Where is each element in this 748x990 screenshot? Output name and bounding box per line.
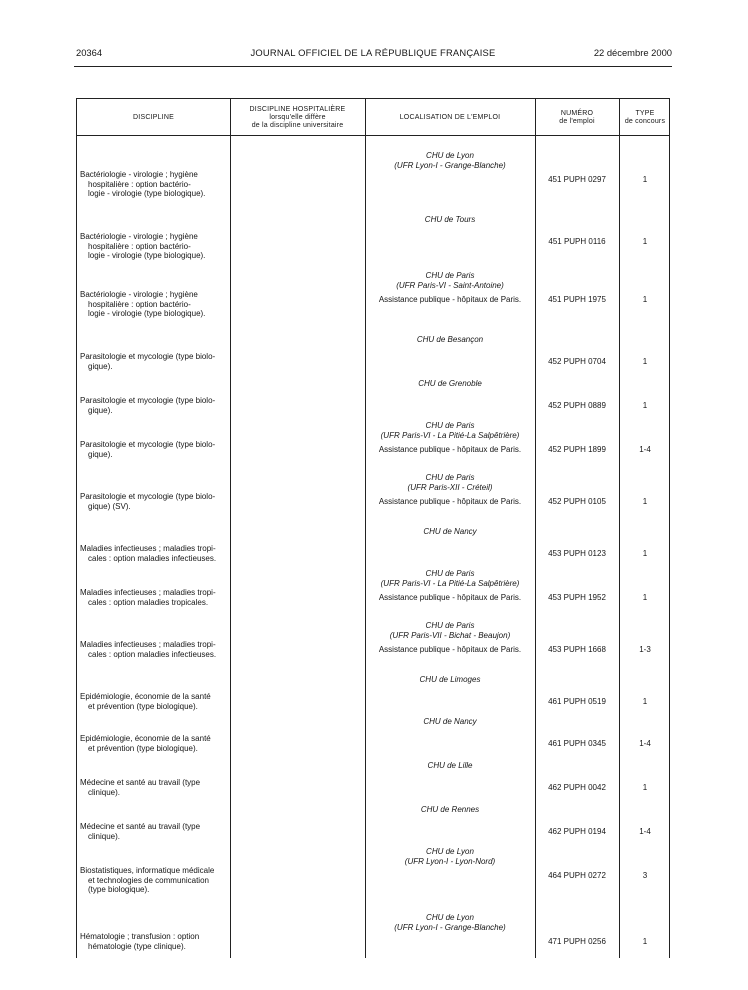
header-line: LOCALISATION DE L'EMPLOI [399,113,501,121]
position-number: 461 PUPH 0345 [548,739,606,748]
competition-type: 1 [642,697,648,706]
position-number: 452 PUPH 0704 [548,357,606,366]
discipline-line: (type biologique). [88,885,150,895]
location-cell [365,761,535,771]
discipline-cell [77,822,228,841]
chu-name: CHU de Lyon [426,151,474,160]
discipline-line: gique). [88,449,113,459]
competition-type: 3 [642,871,648,880]
discipline-cell [77,692,228,711]
competition-type: 1 [642,783,648,792]
discipline-cell [77,778,228,797]
journal-title: JOURNAL OFFICIEL DE LA RÉPUBLIQUE FRANÇAISE [250,47,496,58]
location-cell [365,805,535,815]
competition-type: 1 [642,549,648,558]
ufr-name: (UFR Paris-VI - La Pitié-La Salpêtrière) [380,431,520,440]
discipline-line: logie - virologie (type biologique). [88,251,206,261]
competition-type: 1-3 [639,645,651,654]
table-header [77,99,669,136]
competition-type: 1-4 [639,827,651,836]
header-line: DISCIPLINE HOSPITALIÈRE [249,105,346,113]
competition-type: 1-4 [639,739,651,748]
discipline-line: clinique). [88,831,121,841]
chu-name: CHU de Paris [425,421,475,430]
assistance-publique: Assistance publique - hôpitaux de Paris. [378,497,522,506]
col-header-discipline [77,99,230,136]
chu-name: CHU de Rennes [420,805,480,814]
discipline-line: Parasitologie et mycologie (type biolo- [80,396,216,405]
chu-name: CHU de Paris [425,569,475,578]
position-number: 462 PUPH 0042 [548,783,606,792]
discipline-line: hématologie (type clinique). [88,941,186,951]
location-cell [365,675,535,685]
discipline-cell [77,290,228,319]
header-line: NUMÉRO [560,109,594,117]
competition-type: 1-4 [639,445,651,454]
discipline-line: logie - virologie (type biologique). [88,189,206,199]
discipline-cell [77,932,228,951]
header-line: DISCIPLINE [133,113,174,121]
position-number: 464 PUPH 0272 [548,871,606,880]
chu-name: CHU de Lille [427,761,473,770]
discipline-line: Maladies infectieuses ; maladies tropi- [80,544,216,553]
discipline-line: cales : option maladies infectieuses. [88,649,217,659]
ufr-name: (UFR Paris-VI - La Pitié-La Salpêtrière) [380,579,520,588]
header-line: TYPE [635,109,655,117]
discipline-line: Biostatistiques, informatique médicale [80,866,215,875]
location-cell [365,335,535,345]
ufr-name: (UFR Paris-XII - Créteil) [407,483,493,492]
discipline-line: et technologies de communication [88,875,209,885]
position-number: 452 PUPH 0889 [548,401,606,410]
chu-name: CHU de Paris [425,271,475,280]
position-number: 452 PUPH 0105 [548,497,606,506]
discipline-line: Epidémiologie, économie de la santé [80,692,211,701]
competition-type: 1 [642,593,648,602]
location-cell [365,527,535,537]
chu-name: CHU de Lyon [426,847,474,856]
discipline-line: Médecine et santé au travail (type [80,822,201,831]
header-line: lorsqu'elle diffère [269,113,326,121]
assistance-publique: Assistance publique - hôpitaux de Paris. [378,445,522,454]
discipline-line: Parasitologie et mycologie (type biolo- [80,492,216,501]
competition-type: 1 [642,357,648,366]
col-header-location [365,99,535,136]
ufr-name: (UFR Paris-VI - Saint-Antoine) [396,281,504,290]
discipline-line: clinique). [88,787,121,797]
discipline-line: cales : option maladies infectieuses. [88,553,217,563]
location-cell [365,215,535,225]
location-cell [365,913,535,933]
discipline-cell [77,640,228,659]
discipline-line: Hématologie ; transfusion : option [80,932,200,941]
competition-type: 1 [642,497,648,506]
col-header-number [535,99,619,136]
header-line: de l'emploi [559,117,595,125]
location-cell [365,271,535,304]
chu-name: CHU de Besançon [416,335,484,344]
discipline-line: Bactériologie - virologie ; hygiène [80,170,198,179]
discipline-line: et prévention (type biologique). [88,743,198,753]
chu-name: CHU de Tours [424,215,476,224]
location-cell [365,847,535,867]
page-header [74,44,672,64]
discipline-line: gique). [88,361,113,371]
discipline-line: et prévention (type biologique). [88,701,198,711]
column-divider [230,99,231,958]
discipline-cell [77,588,228,607]
position-number: 451 PUPH 1975 [548,295,606,304]
location-cell [365,621,535,654]
ufr-name: (UFR Lyon-I - Grange-Blanche) [394,923,506,932]
competition-type: 1 [642,237,648,246]
location-cell [365,151,535,171]
discipline-line: hospitalière : option bactério- [88,241,191,251]
location-cell [365,473,535,506]
chu-name: CHU de Grenoble [418,379,482,388]
discipline-line: Maladies infectieuses ; maladies tropi- [80,588,216,597]
discipline-line: Parasitologie et mycologie (type biolo- [80,352,216,361]
position-number: 471 PUPH 0256 [548,937,606,946]
discipline-cell [77,170,228,199]
ufr-name: (UFR Paris-VII - Bichat - Beaujon) [389,631,511,640]
location-cell [365,717,535,727]
chu-name: CHU de Lyon [426,913,474,922]
discipline-cell [77,544,228,563]
header-rule [74,66,672,67]
discipline-line: logie - virologie (type biologique). [88,309,206,319]
header-line: de la discipline universitaire [251,121,344,129]
assistance-publique: Assistance publique - hôpitaux de Paris. [378,645,522,654]
discipline-line: gique). [88,405,113,415]
competition-type: 1 [642,401,648,410]
chu-name: CHU de Nancy [423,527,477,536]
location-cell [365,379,535,389]
assistance-publique: Assistance publique - hôpitaux de Paris. [378,295,522,304]
position-number: 462 PUPH 0194 [548,827,606,836]
discipline-line: Maladies infectieuses ; maladies tropi- [80,640,216,649]
discipline-cell [77,734,228,753]
ufr-name: (UFR Lyon-I - Lyon-Nord) [404,857,496,866]
discipline-cell [77,866,228,895]
discipline-line: Bactériologie - virologie ; hygiène [80,232,198,241]
discipline-line: Bactériologie - virologie ; hygiène [80,290,198,299]
ufr-name: (UFR Lyon-I - Grange-Blanche) [394,161,506,170]
publication-date: 22 décembre 2000 [593,47,672,58]
position-number: 453 PUPH 0123 [548,549,606,558]
competition-type: 1 [642,937,648,946]
discipline-line: Epidémiologie, économie de la santé [80,734,211,743]
assistance-publique: Assistance publique - hôpitaux de Paris. [378,593,522,602]
competition-type: 1 [642,175,648,184]
position-number: 461 PUPH 0519 [548,697,606,706]
discipline-line: Parasitologie et mycologie (type biolo- [80,440,216,449]
discipline-cell [77,396,228,415]
discipline-line: hospitalière : option bactério- [88,179,191,189]
discipline-cell [77,352,228,371]
discipline-line: cales : option maladies tropicales. [88,597,209,607]
position-number: 452 PUPH 1899 [548,445,606,454]
position-number: 453 PUPH 1668 [548,645,606,654]
col-header-hospital-discipline [230,99,365,136]
discipline-line: hospitalière : option bactério- [88,299,191,309]
positions-table [76,98,670,958]
position-number: 451 PUPH 0297 [548,175,606,184]
discipline-cell [77,440,228,459]
position-number: 451 PUPH 0116 [548,237,606,246]
discipline-cell [77,232,228,261]
competition-type: 1 [642,295,648,304]
col-header-type [619,99,671,136]
chu-name: CHU de Nancy [423,717,477,726]
chu-name: CHU de Limoges [419,675,481,684]
chu-name: CHU de Paris [425,473,475,482]
position-number: 453 PUPH 1952 [548,593,606,602]
discipline-line: Médecine et santé au travail (type [80,778,201,787]
header-line: de concours [624,117,666,125]
location-cell [365,569,535,602]
page-number: 20364 [76,47,103,58]
chu-name: CHU de Paris [425,621,475,630]
discipline-cell [77,492,228,511]
discipline-line: gique) (SV). [88,501,131,511]
location-cell [365,421,535,454]
